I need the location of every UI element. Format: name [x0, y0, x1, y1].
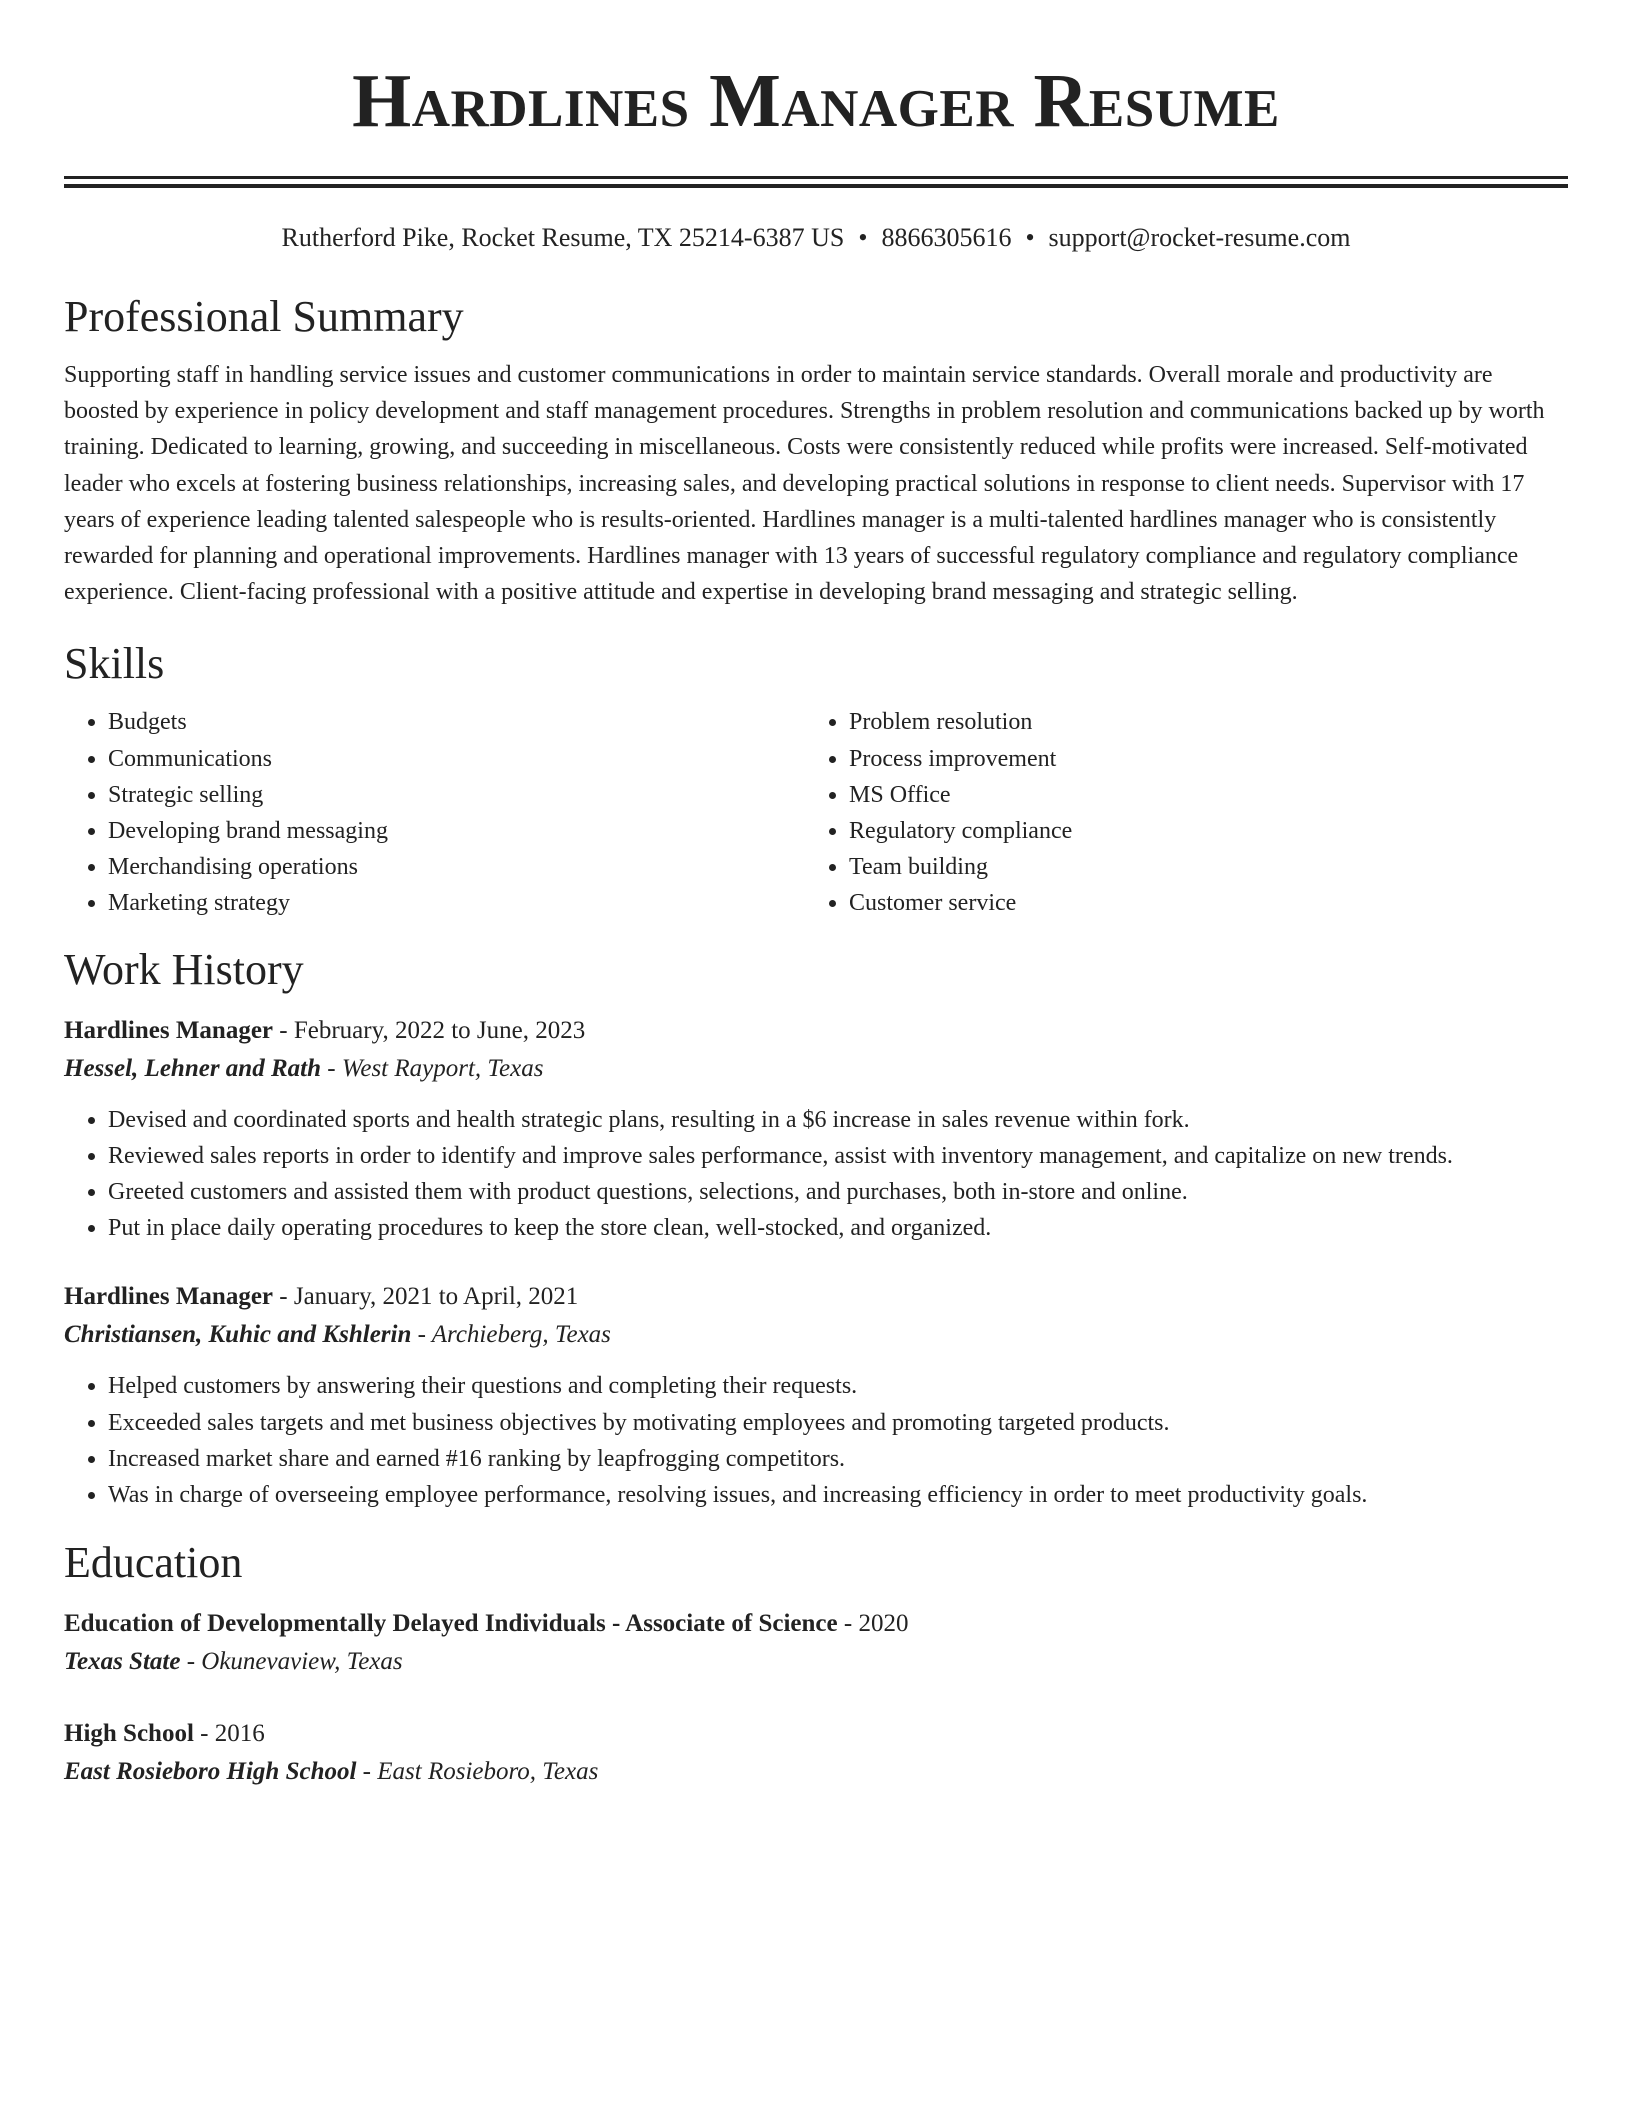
contact-address: Rutherford Pike, Rocket Resume, TX 25214-6387 US — [281, 223, 845, 252]
education-degree: Education of Developmentally Delayed Individuals - Associate of Science — [64, 1610, 838, 1638]
job-bullet: • Greeted customers and assisted them with product questions, selections, and purchases, both in-store and online. — [108, 1174, 1568, 1210]
job-bullet: • Devised and coordinated sports and health strategic plans, resulting in a $6 increase in sales revenue within fork. — [108, 1102, 1568, 1138]
skills-heading: Skills — [64, 639, 165, 689]
skill-item: • MS Office — [849, 777, 1567, 813]
job-bullet: • Reviewed sales reports in order to identify and improve sales performance, assist with inventory management, and capitalize on new trends. — [108, 1138, 1568, 1174]
dash: - — [356, 1758, 378, 1786]
dash: - — [273, 1283, 294, 1311]
resume-title: Hardlines Manager Resume — [352, 59, 1280, 143]
skill-item: • Developing brand messaging — [108, 813, 805, 849]
job-company: Hessel, Lehner and Rath — [64, 1054, 321, 1082]
job-bullet: • Helped customers by answering their questions and completing their requests. — [108, 1368, 1568, 1404]
dash: - — [837, 1610, 859, 1638]
skill-item: • Merchandising operations — [108, 849, 805, 885]
education-location: Okunevaview, Texas — [201, 1648, 403, 1676]
skills-list — [64, 704, 1568, 921]
education-school: East Rosieboro High School — [64, 1758, 357, 1786]
dash: - — [193, 1720, 215, 1748]
job-company-line — [64, 1050, 1568, 1088]
education-school-line — [64, 1643, 1568, 1681]
job-location: West Rayport, Texas — [341, 1054, 544, 1082]
education-year: 2020 — [858, 1610, 909, 1638]
skill-item: • Strategic selling — [108, 777, 805, 813]
skill-item: • Marketing strategy — [108, 885, 805, 921]
skill-item: • Budgets — [108, 704, 805, 740]
contact-separator: • — [1025, 223, 1035, 252]
education-year: 2016 — [214, 1720, 265, 1748]
job-entry — [64, 1012, 1568, 1247]
skill-item: • Team building — [849, 849, 1567, 885]
education-degree-line — [64, 1715, 1568, 1753]
education-degree-line — [64, 1605, 1568, 1643]
job-dates: February, 2022 to June, 2023 — [293, 1016, 586, 1044]
work-history-heading: Work History — [64, 944, 304, 994]
job-title-line — [64, 1278, 1568, 1316]
contact-phone: 8866305616 — [881, 223, 1012, 252]
contact-separator: • — [858, 223, 868, 252]
education-entry — [64, 1605, 1568, 1681]
contact-email: support@rocket-resume.com — [1048, 223, 1351, 252]
summary-heading: Professional Summary — [64, 292, 464, 341]
skill-item: • Problem resolution — [849, 704, 1567, 740]
dash: - — [320, 1054, 342, 1082]
skill-item: • Customer service — [849, 885, 1567, 921]
job-bullet: • Exceeded sales targets and met business objectives by motivating employees and promoting targeted products. — [108, 1405, 1568, 1441]
skills-column-left — [64, 704, 805, 921]
title-divider — [64, 176, 1568, 188]
skill-item: • Regulatory compliance — [849, 813, 1567, 849]
contact-line — [64, 221, 1568, 255]
education-entry — [64, 1715, 1568, 1791]
education-location: East Rosieboro, Texas — [377, 1758, 599, 1786]
job-title: Hardlines Manager — [64, 1016, 274, 1044]
job-dates: January, 2021 to April, 2021 — [293, 1283, 579, 1311]
job-bullets — [64, 1368, 1568, 1513]
dash: - — [273, 1016, 294, 1044]
job-bullets — [64, 1102, 1568, 1247]
skills-column-right — [805, 704, 1567, 921]
job-bullet: • Put in place daily operating procedures to keep the store clean, well-stocked, and organized. — [108, 1210, 1568, 1246]
job-bullet: • Was in charge of overseeing employee performance, resolving issues, and increasing efficiency in order to meet productivity goals. — [108, 1477, 1568, 1513]
skill-item: • Process improvement — [849, 741, 1567, 777]
job-bullet: • Increased market share and earned #16 ranking by leapfrogging competitors. — [108, 1441, 1568, 1477]
job-location: Archieberg, Texas — [431, 1321, 611, 1349]
job-company-line — [64, 1316, 1568, 1354]
job-title: Hardlines Manager — [64, 1283, 274, 1311]
job-company: Christiansen, Kuhic and Kshlerin — [64, 1321, 412, 1349]
job-entry — [64, 1278, 1568, 1513]
education-school: Texas State — [64, 1648, 181, 1676]
education-school-line — [64, 1753, 1568, 1791]
summary-text: Supporting staff in handling service issues and customer communications in order to maintain service standards. Overall morale and productivity are boosted by experience in policy development and staff management procedures. Strengths in problem resolution and communications backed up by worth training. Dedicated to learning, growing, and succeeding in miscellaneous. Costs were consistently reduced while profits were increased. Self-motivated leader who excels at fostering business relationships, increasing sales, and developing practical solutions in response to client needs. Supervisor with 17 years of experience leading talented salespeople who is results-oriented. Hardlines manager is a multi-talented hardlines manager who is consistently rewarded for planning and operational improvements. Hardlines manager with 13 years of successful regulatory compliance and regulatory compliance experience. Client-facing professional with a positive attitude and expertise in developing brand messaging and strategic selling. — [64, 362, 1545, 606]
education-degree: High School — [64, 1720, 194, 1748]
dash: - — [180, 1648, 202, 1676]
dash: - — [411, 1321, 432, 1349]
skill-item: • Communications — [108, 741, 805, 777]
job-title-line — [64, 1012, 1568, 1050]
education-heading: Education — [64, 1538, 243, 1588]
